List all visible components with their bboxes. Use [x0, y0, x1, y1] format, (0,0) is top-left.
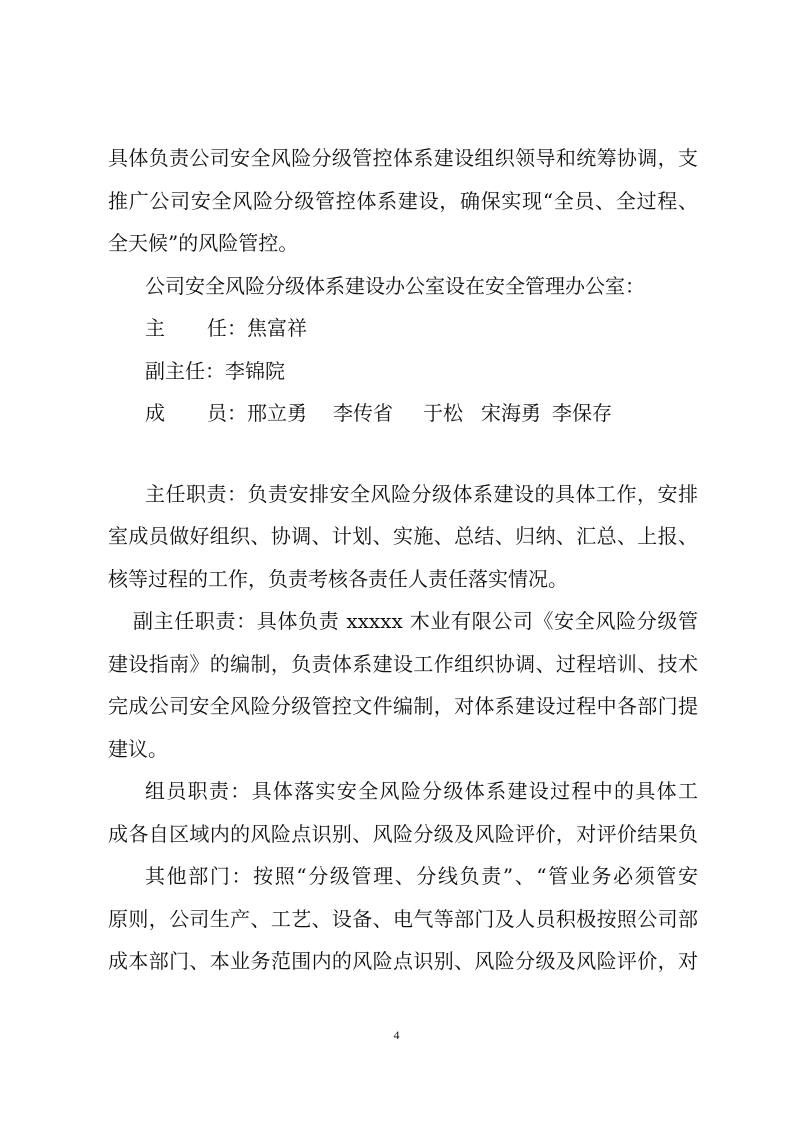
members-label: 成: [145, 401, 165, 425]
member-name: 邢立勇: [247, 401, 307, 425]
text-line: 原则，公司生产、工艺、设备、电气等部门及人员积极按照公司部: [108, 906, 698, 931]
text-line: 副主任职责：具体负责 xxxxx 木业有限公司《安全风险分级管: [133, 609, 698, 633]
office-line: 公司安全风险分级体系建设办公室设在安全管理办公室：: [145, 273, 645, 298]
director-label: 主: [145, 316, 165, 340]
member-name: 李保存: [552, 401, 612, 425]
text-line: 核等过程的工作，负责考核各责任人责任落实情况。: [108, 566, 568, 591]
text-line: 全天候”的风险管控。: [108, 231, 299, 255]
text-line: 建议。: [108, 736, 168, 761]
page-number: 4: [393, 1028, 400, 1042]
text-line: 成各自区域内的风险点识别、风险分级及风险评价，对评价结果负: [108, 821, 698, 846]
director-name: 焦富祥: [247, 316, 307, 340]
text-line: 完成公司安全风险分级管控文件编制，对体系建设过程中各部门提: [108, 694, 698, 718]
deputy-name: 李锦院: [225, 358, 285, 383]
member-name: 李传省: [333, 401, 393, 425]
text-line: 推广公司安全风险分级管控体系建设，确保实现“全员、全过程、: [108, 188, 698, 213]
text-line: 组员职责：具体落实安全风险分级体系建设过程中的具体工: [145, 779, 698, 803]
member-name: 于松: [423, 401, 463, 425]
members-line: [108, 392, 698, 435]
text-line: 成本部门、本业务范围内的风险点识别、风险分级及风险评价，对: [108, 949, 698, 973]
text-line: 其他部门：按照“分级管理、分线负责”、“管业务必须管安: [145, 864, 698, 888]
deputy-label: 副主任：: [145, 358, 225, 383]
director-label: 任：: [207, 316, 247, 340]
text-line: 具体负责公司安全风险分级管控体系建设组织领导和统筹协调，支: [108, 146, 698, 170]
text-line: 室成员做好组织、协调、计划、实施、总结、归纳、汇总、上报、: [108, 524, 698, 548]
director-line: [108, 307, 698, 350]
document-body: [108, 137, 698, 983]
text-line: 建设指南》的编制，负责体系建设工作组织协调、过程培训、技术: [108, 651, 698, 676]
members-label: 员：: [207, 401, 247, 425]
member-name: 宋海勇: [481, 401, 541, 425]
text-line: 主任职责：负责安排安全风险分级体系建设的具体工作，安排: [145, 481, 698, 506]
deputy-line: [108, 350, 698, 393]
